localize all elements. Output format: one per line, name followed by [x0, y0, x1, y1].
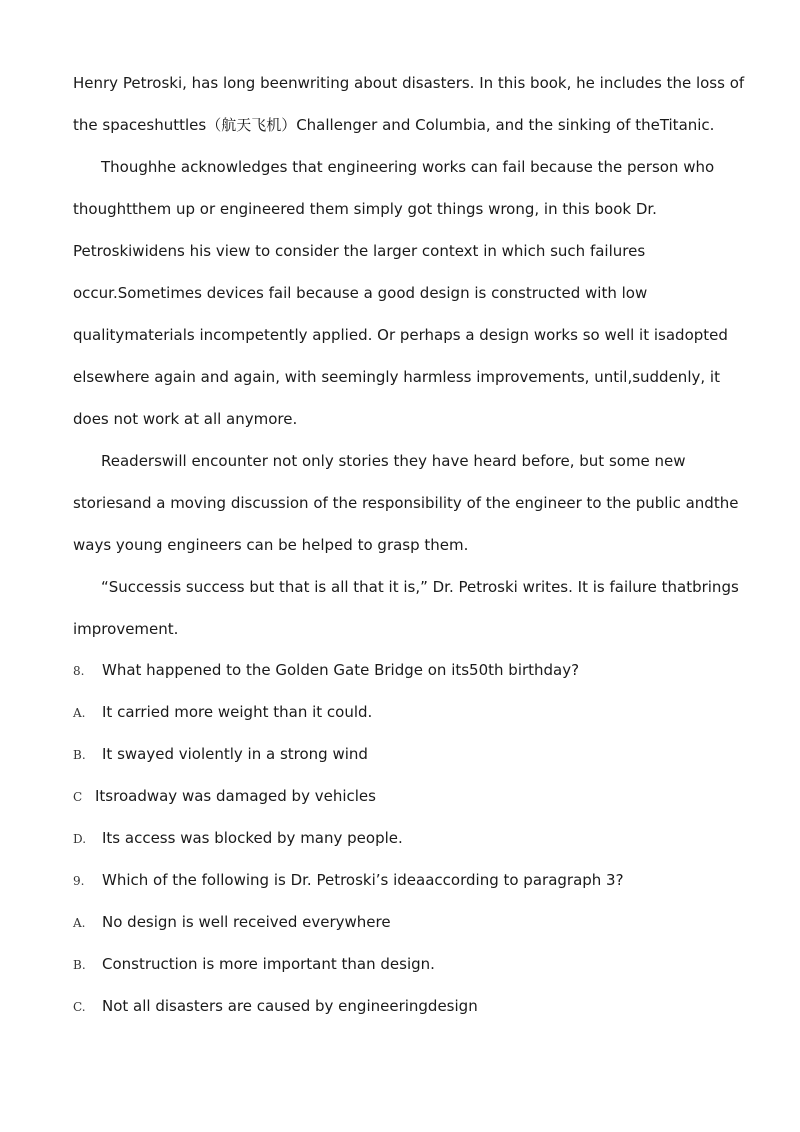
passage-line: Petroskiwidens his view to consider the larger context in which such failures: [73, 242, 646, 260]
passage-line: ways young engineers can be helped to grasp them.: [73, 536, 469, 554]
option-letter: C.: [73, 1000, 86, 1014]
option-letter: A.: [73, 706, 86, 720]
question-9-option-c[interactable]: [73, 996, 478, 1017]
question-8-option-c[interactable]: [73, 786, 376, 807]
option-text: It swayed violently in a strong wind: [102, 745, 368, 763]
question-9-option-b[interactable]: [73, 954, 435, 975]
passage-line: Thoughhe acknowledges that engineering works can fail because the person who: [101, 158, 715, 176]
option-letter: A.: [73, 916, 86, 930]
option-text: It carried more weight than it could.: [102, 703, 373, 721]
passage-line: elsewhere again and again, with seemingly harmless improvements, until,suddenly, it: [73, 368, 720, 386]
question-9: [73, 870, 624, 891]
option-text: Construction is more important than design.: [102, 955, 435, 973]
option-letter: C: [73, 790, 83, 804]
passage-line: does not work at all anymore.: [73, 410, 298, 428]
passage-line: thoughtthem up or engineered them simply got things wrong, in this book Dr.: [73, 200, 657, 218]
question-number: 8.: [73, 664, 85, 678]
question-number: 9.: [73, 874, 85, 888]
question-8-option-a[interactable]: [73, 702, 372, 723]
passage-line: qualitymaterials incompetently applied. Or perhaps a design works so well it isadopted: [73, 326, 728, 344]
passage-line: Henry Petroski, has long beenwriting about disasters. In this book, he includes the loss of: [73, 74, 745, 92]
question-9-option-a[interactable]: [73, 912, 391, 933]
passage-line: improvement.: [73, 620, 179, 638]
option-letter: B.: [73, 958, 86, 972]
option-letter: D.: [73, 832, 87, 846]
question-8-option-b[interactable]: [73, 744, 368, 765]
option-text: Its access was blocked by many people.: [102, 829, 403, 847]
option-text: No design is well received everywhere: [102, 913, 391, 931]
question-8-option-d[interactable]: [73, 828, 403, 849]
option-text: Itsroadway was damaged by vehicles: [95, 787, 376, 805]
question-text: What happened to the Golden Gate Bridge on its50th birthday?: [102, 661, 580, 679]
question-8: [73, 660, 579, 681]
option-letter: B.: [73, 748, 86, 762]
passage-line: Readerswill encounter not only stories they have heard before, but some new: [101, 452, 686, 470]
passage-line: the spaceshuttles（航天飞机）Challenger and Columbia, and the sinking of theTitanic.: [73, 116, 715, 134]
passage-line: occur.Sometimes devices fail because a good design is constructed with low: [73, 284, 648, 302]
question-text: Which of the following is Dr. Petroski’s ideaaccording to paragraph 3?: [102, 871, 624, 889]
passage-line: storiesand a moving discussion of the responsibility of the engineer to the public andthe: [73, 494, 739, 512]
passage-line: “Successis success but that is all that it is,” Dr. Petroski writes. It is failure thatbrings: [101, 578, 739, 596]
option-text: Not all disasters are caused by engineeringdesign: [102, 997, 478, 1015]
